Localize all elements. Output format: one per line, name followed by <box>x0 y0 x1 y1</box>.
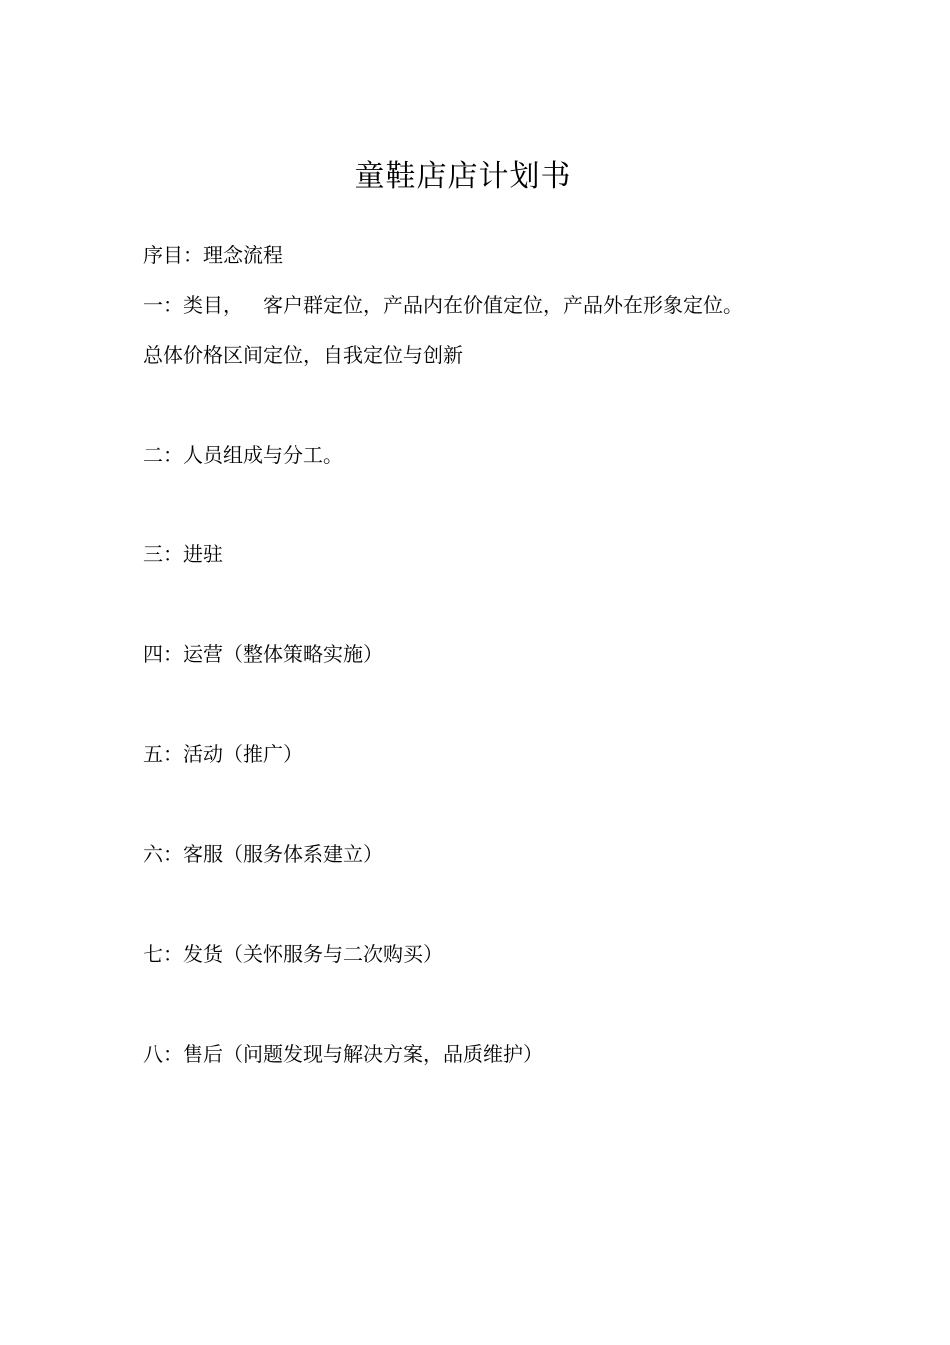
section-7-line: 七：发货（关怀服务与二次购买） <box>143 942 443 966</box>
section-6-line: 六：客服（服务体系建立） <box>143 842 383 866</box>
section-3-line: 三：进驻 <box>143 542 223 566</box>
section-5-line: 五：活动（推广） <box>143 742 303 766</box>
section-4-line: 四：运营（整体策略实施） <box>143 642 383 666</box>
document-title: 童鞋店店计划书 <box>354 159 572 194</box>
preface-line: 序目：理念流程 <box>143 243 283 267</box>
section-2-line: 二：人员组成与分工。 <box>143 443 343 467</box>
section-1-label: 一：类目， <box>143 293 243 317</box>
section-8-line: 八：售后（问题发现与解决方案，品质维护） <box>143 1042 543 1066</box>
section-1-line <box>143 291 743 319</box>
section-1-text: 客户群定位，产品内在价值定位，产品外在形象定位。 <box>263 293 743 317</box>
section-1-continuation: 总体价格区间定位，自我定位与创新 <box>143 343 463 367</box>
